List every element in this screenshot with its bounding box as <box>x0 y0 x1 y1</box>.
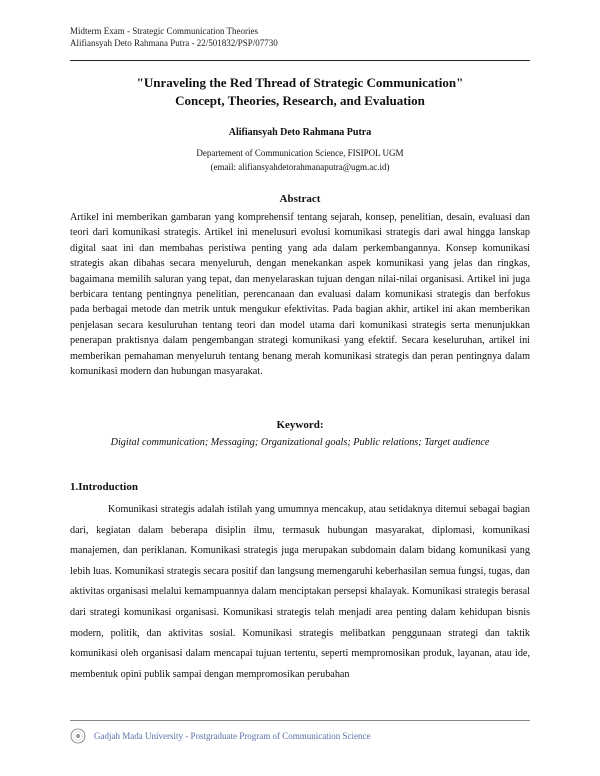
university-seal-icon <box>70 728 86 744</box>
paper-title <box>70 74 530 110</box>
author-name: Alifiansyah Deto Rahmana Putra <box>228 127 372 138</box>
footer-divider <box>70 720 530 721</box>
author-affiliation <box>70 146 530 174</box>
title-line-1: "Unraveling the Red Thread of Strategic Communication" <box>136 75 464 90</box>
header-course: Midterm Exam - Strategic Communication Theories <box>70 26 259 36</box>
keyword-heading: Keyword: <box>276 419 324 431</box>
footer-institution: Gadjah Mada University - Postgraduate Program of Communication Science <box>94 731 371 741</box>
author-email: (email: alifiansyahdetorahmanaputra@ugm.ac.id) <box>210 162 390 172</box>
abstract-text: Artikel ini memberikan gambaran yang komprehensif tentang sejarah, konsep, penelitian, desain, evaluasi dan teori dari komunikasi strategis. Artikel ini menelusuri evolusi komunikasi strategis dari awal hingga lanskap digital saat ini dan membahas peristiwa penting yang ada dalam perkembangannya. Konsep komunikasi strategis akan dibahas secara menyeluruh, dengan menekankan aspek komunikasi yang jelas dan ringkas, bagaimana memilih saluran yang tepat, dan menyelaraskan tujuan dengan nilai-nilai organisasi. Artikel ini juga berbicara tentang pentingnya penelitian, perencanaan dan evaluasi dalam komunikasi strategis dan berfokus pada berbagai metode dan metrik untuk mengukur efektivitas. Pada bagian akhir, artikel ini akan memberikan penjelasan secara kesuluruhan tentang teori dan model utama dari komunikasi strategis serta menunjukkan penerapan praktisnya dalam pengembangan strategi komunikasi yang efektif. Secara keseluruhan, artikel ini memberikan pemahaman menyeluruh tentang benang merah komunikasi strategis dan peran pentingnya dalam komunikasi modern dan hubungan masyarakat. <box>70 212 530 378</box>
introduction-heading: 1.Introduction <box>70 481 138 493</box>
introduction-paragraph: Komunikasi strategis adalah istilah yang umumnya mencakup, atau setidaknya ditemui sebagai bagian dari, kegiatan dalam beberapa disiplin ilmu, termasuk hubungan masyarakat, diplomasi, komunikasi manajemen, dan periklanan. Komunikasi strategis juga merupakan subdomain dalam bidang komunikasi yang lebih luas. Komunikasi strategis secara positif dan langsung memengaruhi keberhasilan semua fungsi, tugas, dan aktivitas organisasi melalui kemampuannya dalam menciptakan persepsi khalayak. Komunikasi strategis berasal dari strategi komunikasi organisasi. Komunikasi strategis telah menjadi area penting dalam kehidupan bisnis modern, politik, dan aktivitas sosial. Komunikasi strategis melibatkan penggunaan strategi dan taktik komunikasi oleh organisasi dalam mencapai tujuan tertentu, seperti mempromosikan produk, layanan, atau ide, membentuk opini publik sampai dengan mempromosikan perubahan <box>70 504 530 680</box>
abstract-heading: Abstract <box>279 193 321 205</box>
running-header <box>70 25 278 49</box>
header-divider <box>70 60 530 61</box>
author-department: Departement of Communication Science, FISIPOL UGM <box>196 148 404 158</box>
keyword-list: Digital communication; Messaging; Organizational goals; Public relations; Target audience <box>110 437 490 448</box>
header-student: Alifiansyah Deto Rahmana Putra - 22/501832/PSP/07730 <box>70 38 278 48</box>
title-line-2: Concept, Theories, Research, and Evaluation <box>175 93 425 108</box>
